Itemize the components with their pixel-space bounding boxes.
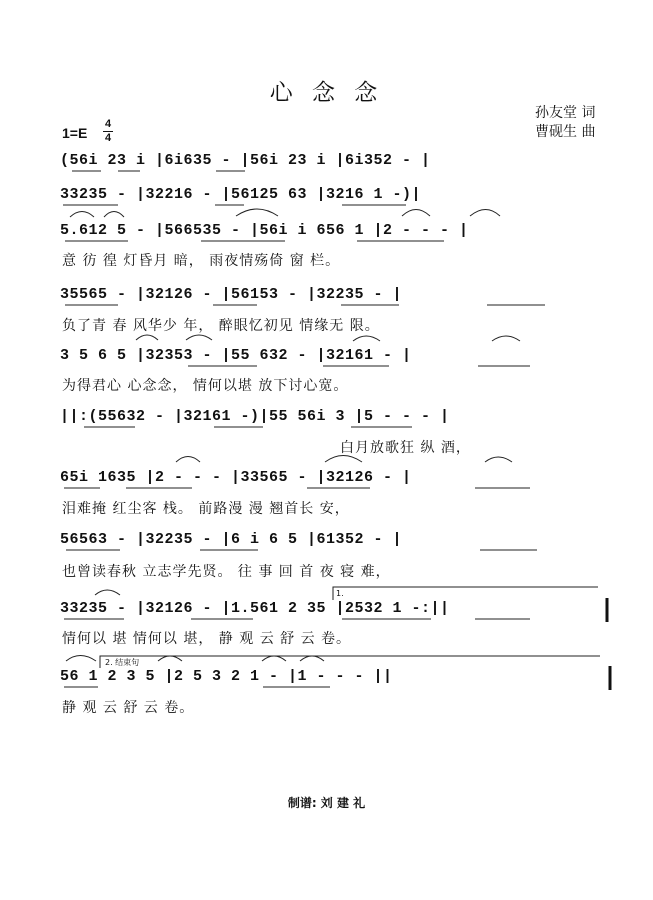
lyric-row-3: 意 彷 徨 灯昏月 暗， 雨夜情殇倚 窗 栏。 xyxy=(62,253,341,269)
composer-credit: 曹砚生 曲 xyxy=(535,124,596,140)
lyric-row-6: 白月放歌狂 纵 酒， xyxy=(340,440,471,456)
volta-bracket-second xyxy=(100,656,600,668)
volta-bracket-first xyxy=(333,587,598,600)
slur-mark xyxy=(70,212,94,218)
lyric-row-8: 也曾读春秋 立志学先贤。 往 事 回 首 夜 寝 难， xyxy=(62,564,391,580)
volta-first-label: 1. xyxy=(336,589,344,598)
slur-mark xyxy=(104,212,124,218)
notation-row-6: ||:(55632 - |32161 -)|55 56i 3 |5 - - - | xyxy=(60,408,450,425)
slur-mark xyxy=(176,457,200,463)
lyric-row-7: 泪难掩 红尘客 栈。 前路漫 漫 翘首长 安， xyxy=(62,501,350,517)
lyric-row-9: 情何以 堪 情何以 堪， 静 观 云 舒 云 卷。 xyxy=(62,631,352,647)
slur-mark xyxy=(492,336,520,341)
slur-mark xyxy=(485,457,512,462)
slur-mark xyxy=(136,335,158,340)
lyric-row-5: 为得君心 心念念， 情何以堪 放下讨心宽。 xyxy=(62,378,349,394)
lyric-row-10: 静 观 云 舒 云 卷。 xyxy=(62,700,195,716)
notation-row-4: 35565 - |32126 - |56153 - |32235 - | xyxy=(60,286,403,303)
slur-mark xyxy=(470,210,500,217)
notation-row-8: 56563 - |32235 - |6 i 6 5 |61352 - | xyxy=(60,531,403,548)
page-title: 心 念 念 xyxy=(269,80,384,106)
footer-transcriber: 制谱: 刘 建 礼 xyxy=(287,796,366,810)
slur-mark xyxy=(66,656,96,662)
notation-row-10: 56 1 2 3 5 |2 5 3 2 1 - |1 - - - || xyxy=(60,668,393,685)
notation-row-9: 33235 - |32126 - |1.561 2 35 |2532 1 -:|| xyxy=(60,600,450,617)
notation-row-7: 65i 1635 |2 - - - |33565 - |32126 - | xyxy=(60,469,412,486)
lyric-row-4: 负了青 春 风华少 年， 醉眼忆初见 情缘无 限。 xyxy=(62,318,380,334)
slur-mark xyxy=(402,210,430,217)
slur-mark xyxy=(262,656,286,661)
slur-mark xyxy=(236,209,278,216)
notation-row-5: 3 5 6 5 |32353 - |55 632 - |32161 - | xyxy=(60,347,412,364)
slur-mark xyxy=(300,656,324,661)
volta-second-label: 2. 结束句 xyxy=(105,658,140,667)
time-signature-bottom: 4 xyxy=(104,132,112,144)
key-signature: 1=E xyxy=(62,125,88,141)
notation-row-3: 5.612 5 - |566535 - |56i i 656 1 |2 - - - | xyxy=(60,222,469,239)
time-signature-top: 4 xyxy=(104,118,112,130)
slur-mark xyxy=(158,656,182,661)
lyricist-credit: 孙友堂 词 xyxy=(535,105,596,121)
slur-mark xyxy=(186,335,212,340)
slur-mark xyxy=(353,336,380,341)
slur-mark xyxy=(95,590,120,595)
notation-row-2: 33235 - |32216 - |56125 63 |3216 1 -)| xyxy=(60,186,422,203)
notation-row-1: (56i 23 i |6i635 - |56i 23 i |6i352 - | xyxy=(60,152,431,169)
